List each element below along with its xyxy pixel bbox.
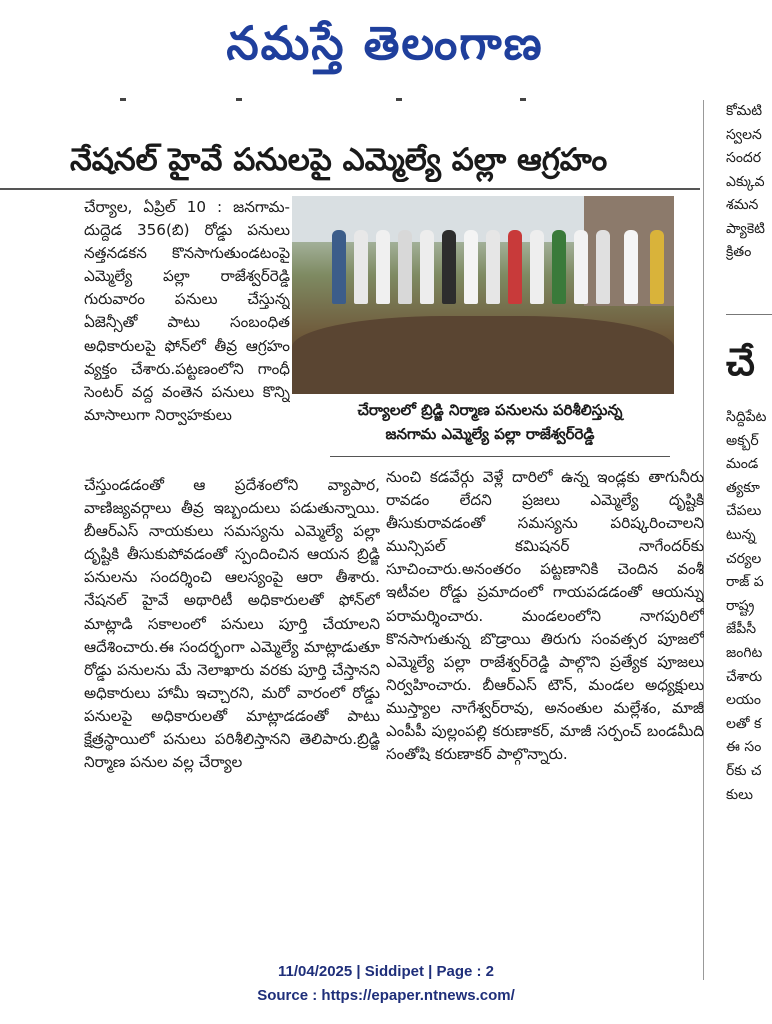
side-line: త్యకూ: [726, 479, 760, 496]
photo-caption: [300, 398, 680, 450]
photo-person: [596, 230, 610, 304]
photo-person: [442, 230, 456, 304]
side-line: ప్యాకెటి: [726, 220, 765, 237]
article-paragraph: చేర్యాల, ఏప్రిల్ 10 : జనగామ-దుద్దెడ 356(బి) రోడ్డు పనులు నత్తనడకన కొనసాగుతుండటంపై ఎమ్మెల్యే పల్లా రాజేశ్వర్‌రెడ్డి గురువారం పనులు చేస్తున్న ఏజెన్సీతో పాటు సంబంధిత అధికారులపై ఫోన్‌లో తీవ్ర ఆగ్రహం వ్యక్తం చేశారు.పట్టణంలోని గాంధీ సెంటర్ వద్ద వంతెన పనులు కొన్ని మాసాలుగా నిర్వాహకులు: [84, 198, 290, 424]
side-line: స్వలన: [726, 126, 762, 143]
adjacent-article-top: [726, 100, 772, 270]
photo-person: [332, 230, 346, 304]
photo-excavation: [292, 316, 674, 394]
side-line: జంగిట: [726, 644, 763, 661]
article-headline: నేషనల్ హైవే పనులపై ఎమ్మెల్యే పల్లా ఆగ్రహం: [70, 142, 608, 178]
side-line: ర్‌కు చ: [726, 762, 762, 779]
article-paragraph: చేస్తుండడంతో ఆ ప్రదేశంలోని వ్యాపార, వాణిజ్యవర్గాలు తీవ్ర ఇబ్బందులు పడుతున్నాయి. బీఆర్‌ఎస్ నాయకులు సమస్యను ఎమ్మెల్యే పల్లా దృష్టికి తీసుకుపోవడంతో స్పందించిన ఆయన బ్రిడ్జి పనులను సందర్శించి ఆలస్యంపై ఆరా తీశారు. నేషనల్ హైవే అథారిటీ అధికారులతో ఫోన్‌లో మాట్లాడి సకాలంలో పనులు పూర్తి చేయాలని ఆదేశించారు.ఈ సందర్భంగా ఎమ్మెల్యే మాట్లాడుతూ రోడ్డు పనులను మే నెలాఖారు వరకు పూర్తి చేస్తానని అధికారులు హామీ ఇచ్చారని, మరో వారంలో రోడ్డు పనులపై అధికారులతో మాట్లాడడంతో పాటు క్షేత్రస్థాయిలో పనులు పరిశీలిస్తానని తెలిపారు.బ్రిడ్జి నిర్మాణ పనుల వల్ల చేర్యాల: [84, 476, 380, 772]
photo-person: [624, 230, 638, 304]
photo-person: [650, 230, 664, 304]
side-line: క్రితం: [726, 244, 752, 260]
side-line: రాష్ట్ర: [726, 597, 755, 614]
adjacent-divider: [726, 314, 772, 315]
article-column-2: [386, 466, 704, 876]
side-line: మండ: [726, 456, 759, 473]
photo-person: [574, 230, 588, 304]
photo-person: [552, 230, 566, 304]
photo-person: [354, 230, 368, 304]
side-line: చేపలు: [726, 503, 762, 520]
caption-divider: [330, 456, 670, 457]
side-line: కోమటి: [726, 103, 763, 119]
adjacent-headline: చే: [726, 340, 755, 384]
footer-edition-info: 11/04/2025 | Siddipet | Page : 2: [278, 963, 494, 980]
photo-person: [376, 230, 390, 304]
masthead-divider-dots: [0, 98, 700, 104]
side-line: కులు: [726, 786, 753, 803]
photo-caption-line: జనగామ ఎమ్మెల్యే పల్లా రాజేశ్వర్‌రెడ్డి: [385, 425, 595, 443]
adjacent-article-bottom: [726, 406, 772, 882]
side-line: శమన: [726, 197, 759, 213]
article-photo: [292, 196, 674, 394]
headline-divider: [0, 188, 700, 190]
side-line: టున్న: [726, 526, 756, 543]
side-line: అక్బర్: [726, 432, 759, 449]
footer-source-link[interactable]: Source : https://epaper.ntnews.com/: [257, 987, 515, 1004]
side-line: జేపీసీ: [726, 621, 757, 638]
photo-person: [464, 230, 478, 304]
article-column-1-bottom: [84, 474, 380, 874]
article-paragraph: నుంచి కడవేర్గు వెళ్లే దారిలో ఉన్న ఇండ్లకు తాగునీరు రావడం లేదని ప్రజలు ఎమ్మెల్యే దృష్టికి తీసుకురావడంతో సమస్యను పరిష్కరించాలని మున్సిపల్ కమిషనర్ నాగేందర్‌కు సూచించారు.అనంతరం పట్టణానికి చెందిన వంశీ ఇటీవల రోడ్డు ప్రమాదంలో గాయపడడంతో ఆయన్ను పరామర్శించారు. మండలంలోని నాగపురిలో కొనసాగుతున్న బొడ్రాయి తిరుగు సంవత్సర పూజలో ఎమ్మెల్యే పల్లా రాజేశ్వర్‌రెడ్డి పాల్గొని ప్రత్యేక పూజలు నిర్వహించారు. బీఆర్‌ఎస్ టౌన్, మండల అధ్యక్షులు ముస్త్యాల నాగేశ్వర్‌రావు, అనంతుల మల్లేశం, మాజీ ఎంపీపీ పుల్లంపల్లి కరుణాకర్, మాజీ సర్పంచ్ బండమీది సంతోషి కరుణాకర్ పాల్గొన్నారు.: [386, 468, 704, 764]
page-footer: [0, 960, 772, 1010]
photo-person: [530, 230, 544, 304]
side-line: చేశారు: [726, 668, 763, 685]
side-line: ఎక్కువ: [726, 173, 765, 190]
side-line: సందర: [726, 150, 762, 166]
side-line: ఈ సం: [726, 739, 762, 756]
side-line: లతో క: [726, 715, 762, 732]
photo-person: [486, 230, 500, 304]
side-line: రాజ్ ప: [726, 574, 764, 591]
newspaper-masthead: నమస్తే తెలంగాణ: [226, 16, 544, 70]
side-line: లయం: [726, 692, 762, 709]
photo-person: [508, 230, 522, 304]
photo-person: [398, 230, 412, 304]
photo-person: [420, 230, 434, 304]
side-line: చర్యల: [726, 550, 762, 567]
side-line: సిద్దిపేట: [726, 409, 767, 425]
photo-caption-line: చేర్యాలలో బ్రిడ్జి నిర్మాణ పనులను పరిశీలిస్తున్న: [357, 401, 623, 419]
